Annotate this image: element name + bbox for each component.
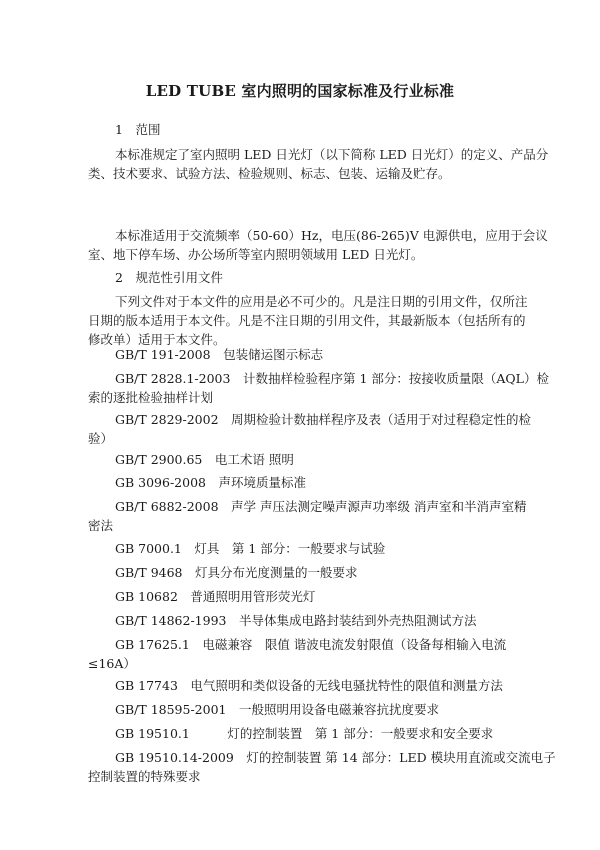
- text-line: GB/T 2829-2002 周期检验计数抽样程序及表（适用于对过程稳定性的检: [115, 412, 532, 427]
- reference-item: [88, 369, 549, 407]
- text-line: GB/T 6882-2008 声学 声压法测定噪声源声功率级 消声室和半消声室精: [115, 499, 527, 514]
- text-line: 2 规范性引用文件: [115, 270, 223, 285]
- text-line: 修改单）适用于本文件。: [88, 332, 226, 347]
- reference-item: [88, 345, 518, 364]
- text-line: 下列文件对于本文件的应用是必不可少的。凡是注日期的引用文件，仅所注: [115, 294, 528, 309]
- reference-item: [88, 563, 518, 582]
- text-line: 密法: [88, 518, 114, 533]
- reference-item: [88, 497, 527, 535]
- text-line: GB/T 14862-1993 半导体集成电路封装结到外壳热阻测试方法: [115, 613, 477, 628]
- reference-item: [88, 635, 518, 673]
- reference-item: [88, 700, 518, 719]
- text-line: 索的逐批检验抽样计划: [88, 390, 214, 405]
- reference-item: [88, 410, 532, 448]
- reference-item: [88, 676, 518, 695]
- text-line: 控制装置的特殊要求: [88, 769, 201, 784]
- paragraph-scope-applicability: [88, 226, 548, 264]
- document-title: LED TUBE 室内照明的国家标准及行业标准: [145, 82, 455, 100]
- text-line: GB/T 18595-2001 一般照明用设备电磁兼容抗扰度要求: [115, 702, 439, 717]
- text-line: GB 17743 电气照明和类似设备的无线电骚扰特性的限值和测量方法: [115, 678, 503, 693]
- text-line: 验）: [88, 431, 114, 446]
- text-line: GB/T 2828.1-2003 计数抽样检验程序第 1 部分：按接收质量限（AQL）检: [115, 371, 549, 386]
- reference-item: [88, 450, 518, 469]
- reference-item: [88, 473, 518, 492]
- paragraph-scope-definition: [88, 145, 549, 183]
- text-line: 本标准规定了室内照明 LED 日光灯（以下简称 LED 日光灯）的定义、产品分: [115, 147, 549, 162]
- text-line: 1 范围: [115, 122, 161, 137]
- text-line: GB 19510.1 灯的控制装置 第 1 部分：一般要求和安全要求: [115, 726, 494, 741]
- reference-item: [88, 748, 556, 786]
- reference-item: [88, 539, 518, 558]
- text-line: GB 10682 普通照明用管形荧光灯: [115, 589, 316, 604]
- text-line: GB/T 2900.65 电工术语 照明: [115, 452, 294, 467]
- text-line: 类、技术要求、试验方法、检验规则、标志、包装、运输及贮存。: [88, 166, 451, 181]
- text-line: ≤16A）: [88, 656, 136, 671]
- reference-item: [88, 724, 518, 743]
- reference-item: [88, 611, 518, 630]
- section-heading-normative-references: [88, 268, 518, 287]
- text-line: GB/T 191-2008 包装储运图示标志: [115, 347, 324, 362]
- text-line: 室、地下停车场、办公场所等室内照明领域用 LED 日光灯。: [88, 247, 424, 262]
- paragraph-references-intro: [88, 292, 528, 349]
- text-line: 日期的版本适用于本文件。凡是不注日期的引用文件，其最新版本（包括所有的: [88, 313, 526, 328]
- text-line: GB 19510.14-2009 灯的控制装置 第 14 部分：LED 模块用直流或交流电子: [115, 750, 556, 765]
- text-line: GB/T 9468 灯具分布光度测量的一般要求: [115, 565, 358, 580]
- text-line: 本标准适用于交流频率（50-60）Hz，电压(86-265)V 电源供电，应用于会议: [115, 228, 548, 243]
- section-heading-scope: [88, 120, 518, 139]
- text-line: GB 17625.1 电磁兼容 限值 谐波电流发射限值（设备每相输入电流: [115, 637, 507, 652]
- reference-item: [88, 587, 518, 606]
- text-line: GB 3096-2008 声环境质量标准: [115, 475, 306, 490]
- text-line: GB 7000.1 灯具 第 1 部分：一般要求与试验: [115, 541, 386, 556]
